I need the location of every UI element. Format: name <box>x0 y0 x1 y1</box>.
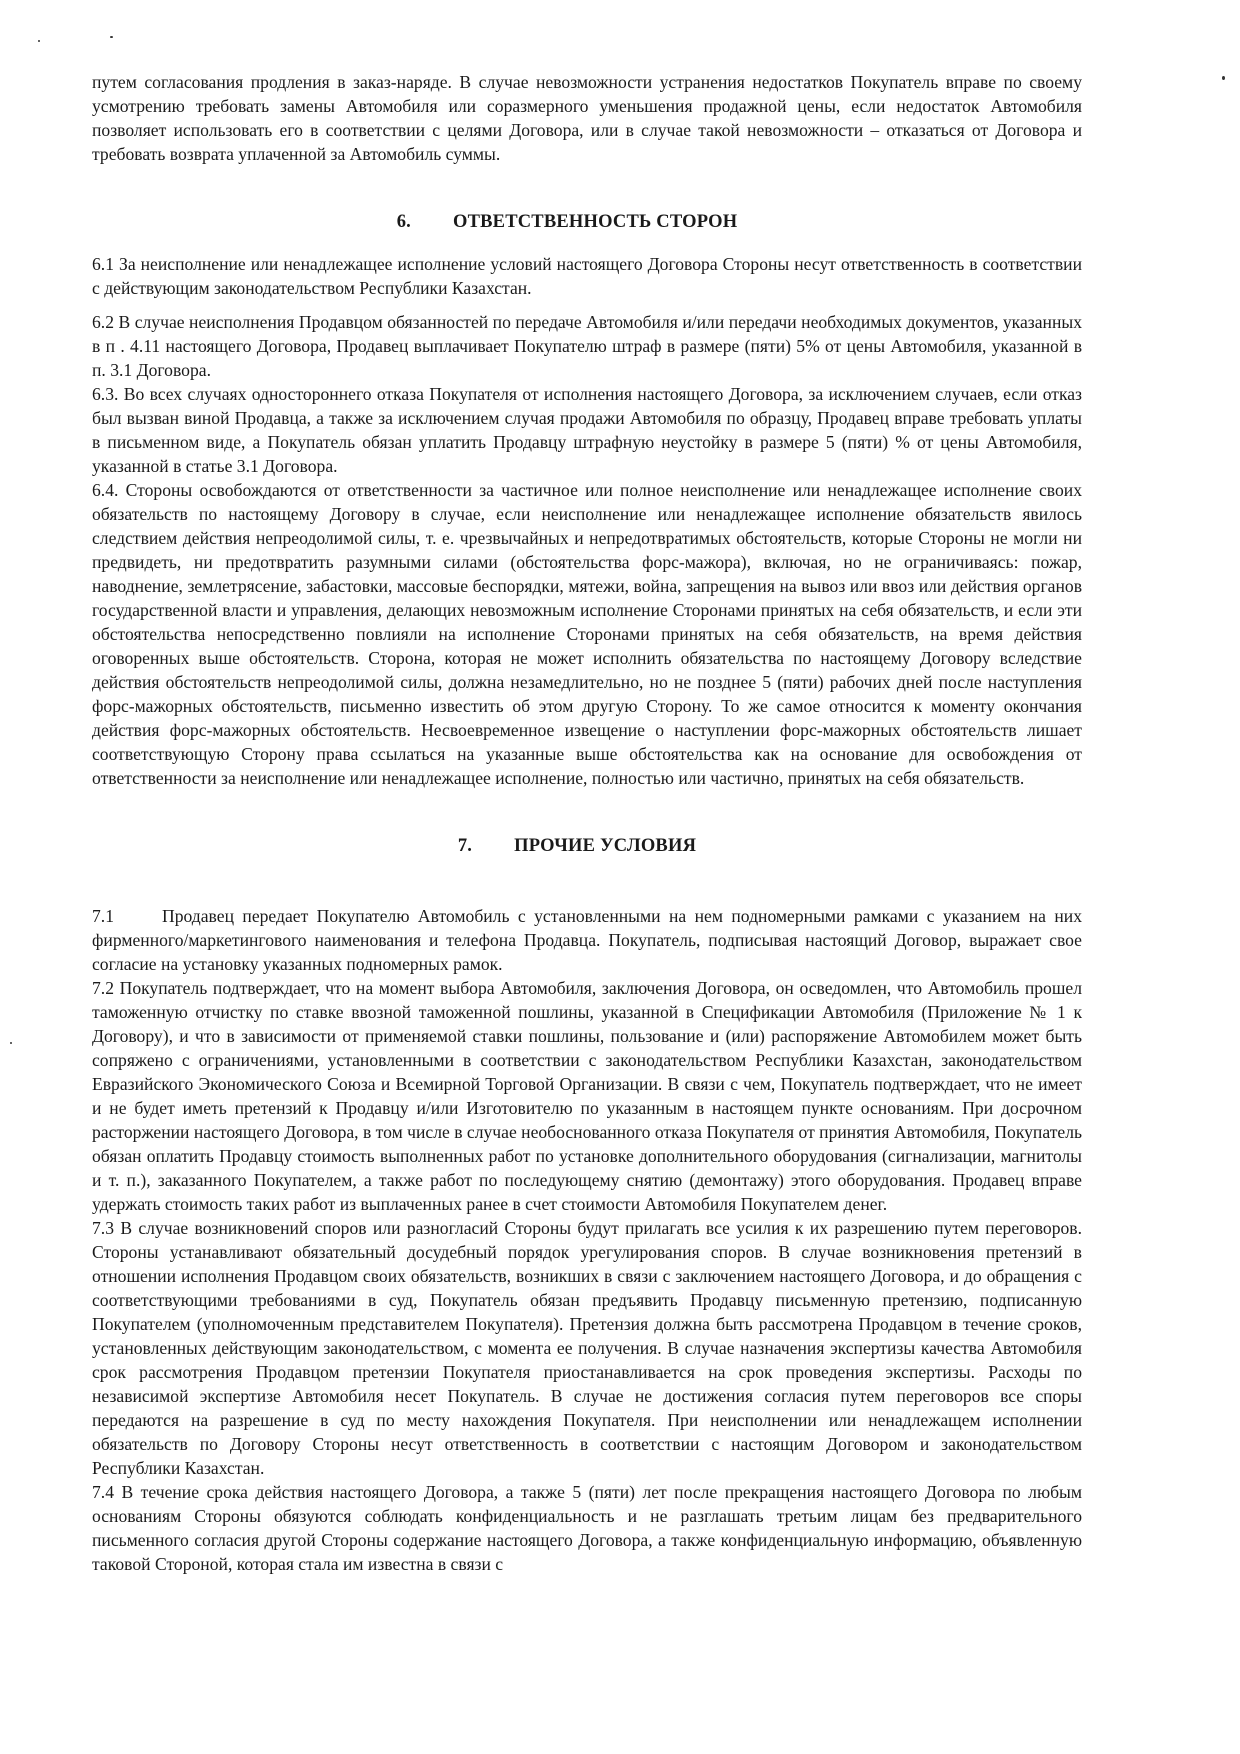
section-7-heading <box>92 834 1082 858</box>
carry-over-paragraph: путем согласования продления в заказ-наряде. В случае невозможности устранения недостатков Покупатель вправе по своему усмотрению требовать замены Автомобиля или соразмерного уменьшения продажной цены, если недостаток Автомобиля позволяет использовать его в соответствии с целями Договора, или в случае такой невозможности – отказаться от Договора и требовать возврата уплаченной за Автомобиль суммы. <box>92 72 1082 164</box>
clause-7-1-text: Продавец передает Покупателю Автомобиль с установленными на нем подномерными рамками с указанием на них фирменного/маркетингового наименования и телефона Продавца. Покупатель, подписывая настоящий Договор, выражает свое согласие на установку указанных подномерных рамок. <box>92 906 1082 974</box>
section-7-title: ПРОЧИЕ УСЛОВИЯ <box>514 836 697 856</box>
clause-6-4: 6.4. Стороны освобождаются от ответственности за частичное или полное неисполнение или ненадлежащее исполнение своих обязательств по настоящему Договору в случае, если неисполнение или ненадлежащее исполнение обязательств явилось следствием действия непреодолимой силы, т. е. чрезвычайных и непредотвратимых обстоятельств, которые Стороны не могли ни предвидеть, ни предотвратить разумными силами (обстоятельства форс-мажора), включая, но не ограничиваясь: пожар, наводнение, землетрясение, забастовки, массовые беспорядки, мятежи, война, запрещения на вывоз или ввоз или действия органов государственной власти и управления, делающих невозможным исполнение Сторонами принятых на себя обязательств, и если эти обстоятельства непосредственно повлияли на исполнение Сторонами принятых на себя обязательств, на время действия оговоренных выше обстоятельств. Сторона, которая не может исполнить обязательства по настоящему Договору вследствие действия обстоятельств непреодолимой силы, должна незамедлительно, но не позднее 5 (пяти) рабочих дней после наступления форс-мажорных обстоятельств, письменно известить об этом другую Сторону. То же самое относится к моменту окончания действия форс-мажорных обстоятельств. Несвоевременное извещение о наступлении форс-мажорных обстоятельств лишает соответствующую Сторону права ссылаться на указанные выше обстоятельства как на основание для освобождения от ответственности за неисполнение или ненадлежащее исполнение, полностью или частично, принятых на себя обязательств. <box>92 480 1082 788</box>
scan-speck <box>10 1042 12 1044</box>
section-6-title: ОТВЕТСТВЕННОСТЬ СТОРОН <box>452 212 738 232</box>
document-page <box>92 70 1082 1576</box>
scan-speck <box>38 40 40 42</box>
clause-7-1-number: 7.1 <box>92 906 114 926</box>
clause-6-1: 6.1 За неисполнение или ненадлежащее исполнение условий настоящего Договора Стороны несут ответственность в соответствии с действующим законодательством Республики Казахстан. <box>92 254 1082 298</box>
clause-7-2: 7.2 Покупатель подтверждает, что на момент выбора Автомобиля, заключения Договора, он осведомлен, что Автомобиль прошел таможенную отчистку по ставке ввозной таможенной пошлины, указанной в Спецификации Автомобиля (Приложение № 1 к Договору), и что в зависимости от применяемой ставки пошлины, пользование и (или) распоряжение Автомобилем может быть сопряжено с ограничениями, установленными в соответствии с законодательством Республики Казахстан, законодательством Евразийского Экономического Союза и Всемирной Торговой Организации. В связи с чем, Покупатель подтверждает, что не имеет и не будет иметь претензий к Продавцу и/или Изготовителю по указанным в настоящем пункте основаниям. При досрочном расторжении настоящего Договора, в том числе в случае необоснованного отказа Покупателя от принятия Автомобиля, Покупатель обязан оплатить Продавцу стоимость выполненных работ по установке дополнительного оборудования (сигнализации, магнитолы и т. п.), заказанного Покупателем, а также работ по последующему снятию (демонтажу) этого оборудования. Продавец вправе удержать стоимость таких работ из выплаченных ранее в счет стоимости Автомобиля Покупателем денег. <box>92 978 1083 1214</box>
clause-6-2: 6.2 В случае неисполнения Продавцом обязанностей по передаче Автомобиля и/или передачи необходимых документов, указанных в п . 4.11 настоящего Договора, Продавец выплачивает Покупателю штраф в размере (пяти) 5% от цены Автомобиля, указанной в п. 3.1 Договора. <box>92 312 1082 380</box>
clause-6-3: 6.3. Во всех случаях одностороннего отказа Покупателя от исполнения настоящего Договора, за исключением случаев, если отказ был вызван виной Продавца, а также за исключением случая продажи Автомобиля по образцу, Продавец вправе требовать уплаты в письменном виде, а Покупатель обязан уплатить Продавцу штрафную неустойку в размере 5 (пяти) % от цены Автомобиля, указанной в статье 3.1 Договора. <box>92 384 1082 476</box>
clause-7-4: 7.4 В течение срока действия настоящего Договора, а также 5 (пяти) лет после прекращения настоящего Договора по любым основаниям Стороны обязуются соблюдать конфиденциальность и не разглашать третьим лицам без предварительного письменного согласия другой Стороны содержание настоящего Договора, а также конфиденциальную информацию, объявленную таковой Стороной, которая стала им известна в связи с <box>92 1482 1082 1574</box>
section-6-number: 6. <box>396 212 411 232</box>
scan-speck <box>110 36 113 38</box>
section-6-heading <box>92 210 1082 234</box>
clause-7-1 <box>92 904 1082 976</box>
section-7-number: 7. <box>457 836 473 856</box>
scan-speck <box>1222 76 1225 80</box>
clause-7-3: 7.3 В случае возникновений споров или разногласий Стороны будут прилагать все усилия к их разрешению путем переговоров. Стороны устанавливают обязательный досудебный порядок урегулирования споров. В случае возникновения претензий в отношении исполнения Продавцом своих обязательств, возникших в связи с заключением настоящего Договора, и до обращения с соответствующими требованиями в суд, Покупатель обязан предъявить Продавцу письменную претензию, подписанную Покупателем (уполномоченным представителем Покупателя). Претензия должна быть рассмотрена Продавцом в течение сроков, установленных действующим законодательством, с момента ее получения. В случае назначения экспертизы качества Автомобиля срок рассмотрения Продавцом претензии Покупателя приостанавливается на срок проведения экспертизы. Расходы по независимой экспертизе Автомобиля несет Покупатель. В случае не достижения согласия путем переговоров все споры передаются на разрешение в суд по месту нахождения Покупателя. При неисполнении или ненадлежащем исполнении обязательств по Договору Стороны несут ответственность в соответствии с настоящим Договором и законодательством Республики Казахстан. <box>92 1218 1082 1478</box>
